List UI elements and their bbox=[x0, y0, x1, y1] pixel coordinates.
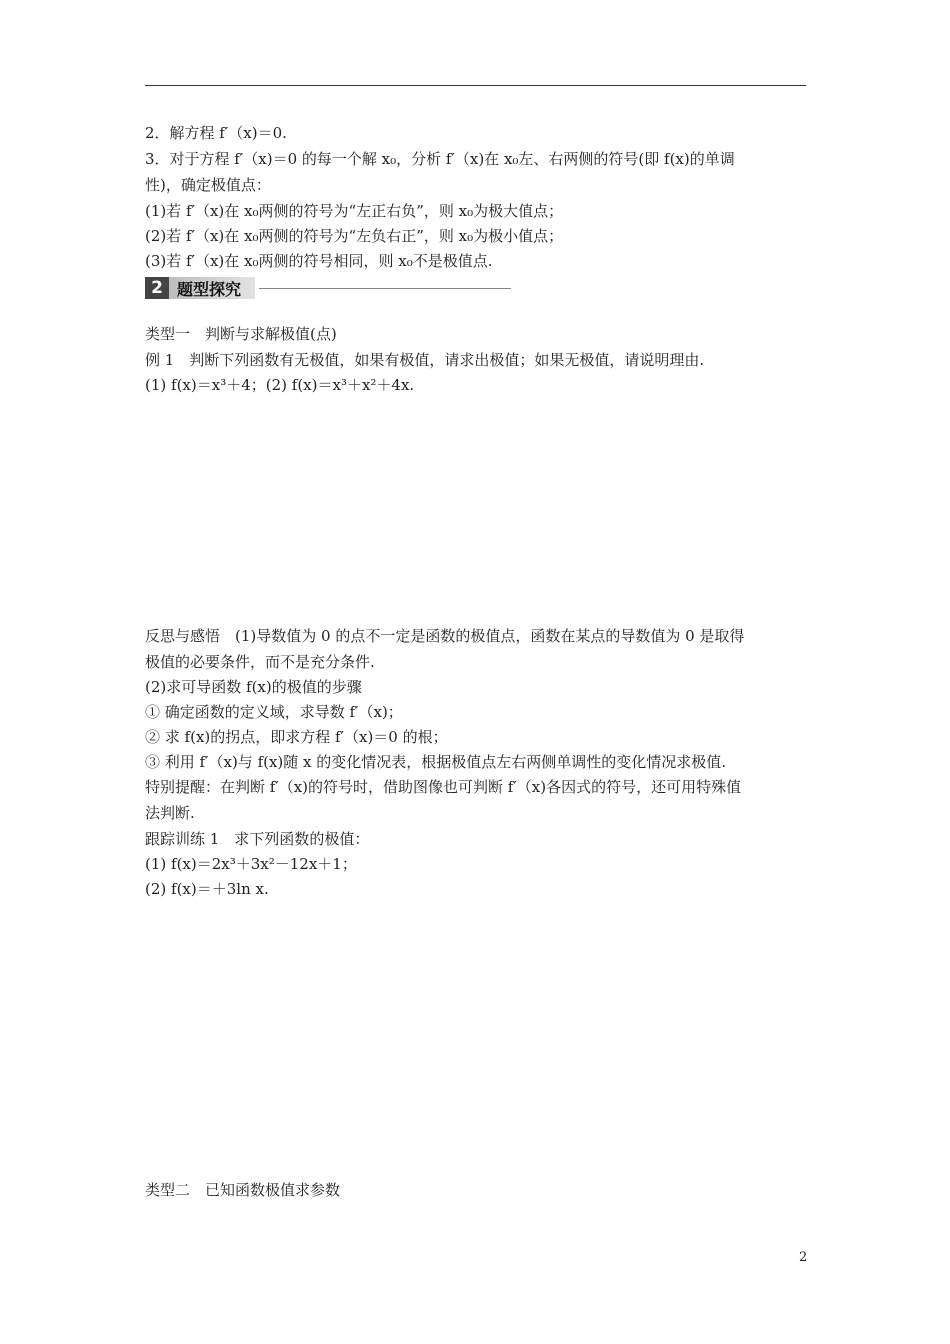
case-2: (2)若 f′（x)在 x₀两侧的符号为“左负右正”，则 x₀为极小值点； bbox=[145, 227, 564, 245]
example-1: 例 1 判断下列函数有无极值，如果有极值，请求出极值；如果无极值，请说明理由. bbox=[145, 351, 705, 369]
tip-line-1: 特别提醒：在判断 f′（x)的符号时，借助图像也可判断 f′（x)各因式的符号，还可用特殊值 bbox=[145, 778, 742, 796]
tip-line-2: 法判断. bbox=[145, 804, 195, 822]
reflection-2: (2)求可导函数 f(x)的极值的步骤 bbox=[145, 678, 362, 696]
page-number: 2 bbox=[799, 1250, 808, 1265]
section-number: 2 bbox=[145, 277, 169, 299]
section-heading bbox=[145, 277, 511, 299]
section-divider bbox=[259, 288, 511, 289]
section-title: 题型探究 bbox=[169, 277, 255, 299]
practice-title: 跟踪训练 1 求下列函数的极值： bbox=[145, 830, 370, 848]
step-b: ② 求 f(x)的拐点，即求方程 f′（x)＝0 的根； bbox=[145, 728, 448, 746]
reflection-line-2: 极值的必要条件，而不是充分条件. bbox=[145, 653, 375, 671]
type-1-title: 类型一 判断与求解极值(点) bbox=[145, 325, 337, 343]
case-1: (1)若 f′（x)在 x₀两侧的符号为“左正右负”，则 x₀为极大值点； bbox=[145, 202, 564, 220]
step-c: ③ 利用 f′（x)与 f(x)随 x 的变化情况表，根据极值点左右两侧单调性的变化情况求极值. bbox=[145, 753, 727, 771]
step-3-line-2: 性)，确定极值点： bbox=[145, 176, 271, 194]
type-2-title: 类型二 已知函数极值求参数 bbox=[145, 1181, 341, 1199]
practice-1: (1) f(x)＝2x³＋3x²－12x＋1； bbox=[145, 855, 357, 873]
step-a: ① 确定函数的定义域，求导数 f′（x)； bbox=[145, 703, 403, 721]
header-rule bbox=[145, 85, 806, 86]
reflection-line-1: 反思与感悟 (1)导数值为 0 的点不一定是函数的极值点，函数在某点的导数值为 0 是取得 bbox=[145, 627, 745, 645]
practice-2: (2) f(x)＝＋3ln x. bbox=[145, 880, 269, 898]
step-2: 2．解方程 f′（x)＝0. bbox=[145, 124, 287, 142]
step-3-line-1: 3．对于方程 f′（x)＝0 的每一个解 x₀，分析 f′（x)在 x₀左、右两侧的符号(即 f(x)的单调 bbox=[145, 150, 735, 168]
case-3: (3)若 f′（x)在 x₀两侧的符号相同，则 x₀不是极值点. bbox=[145, 252, 493, 270]
example-1-items: (1) f(x)＝x³＋4；(2) f(x)＝x³＋x²＋4x. bbox=[145, 376, 415, 394]
